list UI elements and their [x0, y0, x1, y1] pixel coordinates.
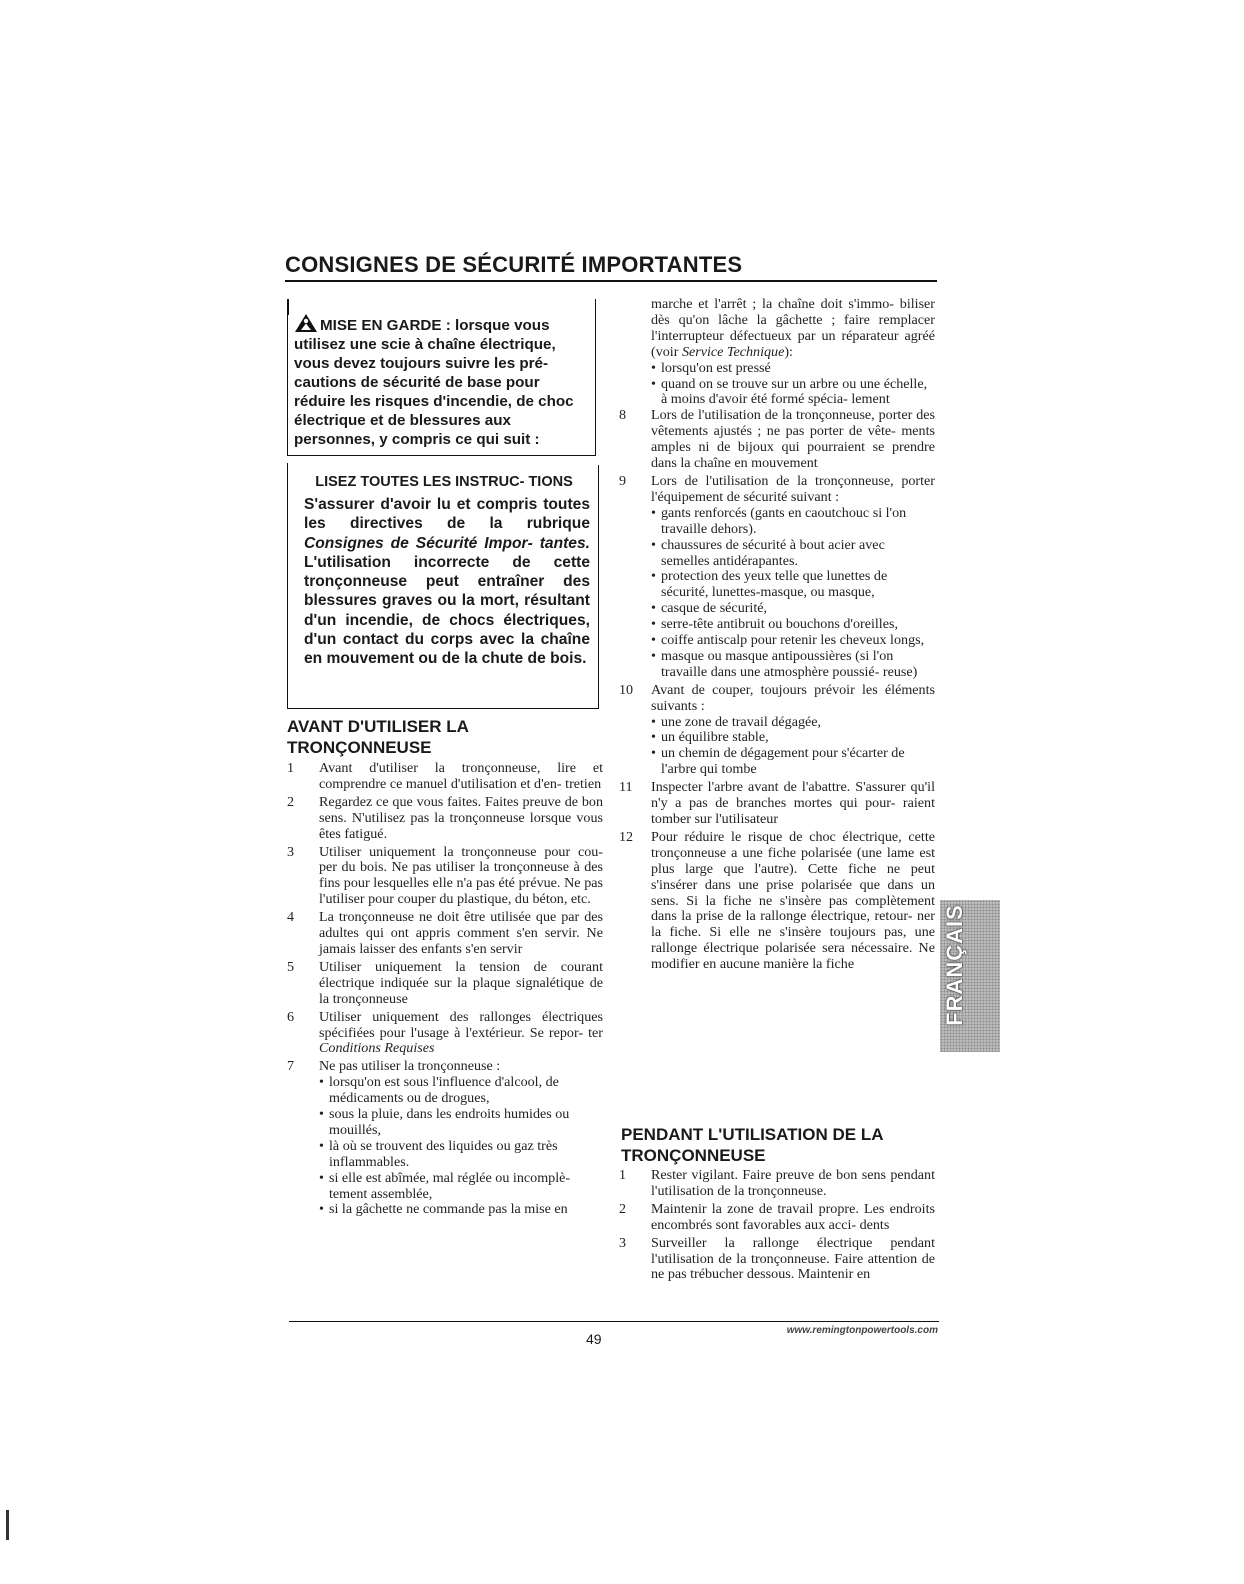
section-before-heading — [287, 716, 469, 758]
item-text: Avant d'utiliser la tronçonneuse, lire et comprendre ce manuel d'utilisation et d'en- tretien — [319, 760, 603, 792]
item-text: Lors de l'utilisation de la tronçonneuse, porter l'équipement de sécurité suivant : — [651, 472, 935, 505]
list-item — [619, 1168, 935, 1200]
instructions-heading: LISEZ TOUTES LES INSTRUC- TIONS — [315, 474, 573, 490]
list-item — [287, 1059, 603, 1218]
warning-text: utilisez une scie à chaîne électrique, vous devez toujours suivre les pré- cautions de sécurité de base pour réduire les risques d'incendie, de choc électrique et de blessures aux personnes, y compris ce qui suit : — [294, 336, 574, 448]
margin-scan-mark — [6, 1510, 9, 1540]
section-during-heading — [621, 1124, 884, 1166]
list-item — [619, 780, 935, 828]
item-text: Lors de l'utilisation de la tronçonneuse, porter des vêtements ajustés ; ne pas porter de vête- ments amples ni de bijoux qui pourraient se prendre dans la chaîne en mouvement — [651, 407, 935, 472]
section-during-heading-line2: TRONÇONNEUSE — [621, 1146, 766, 1165]
warning-label: MISE EN GARDE : lorsque vous — [320, 317, 550, 334]
bullet-item: • un chemin de dégagement pour s'écarter de l'arbre qui tombe — [651, 746, 935, 778]
item-text: Utiliser uniquement la tension de courant électrique indiquée sur la plaque signalétique de la tronçonneuse — [319, 958, 603, 1007]
item-number: 5 — [287, 958, 295, 975]
continuation-text — [651, 297, 935, 361]
section-during-list — [619, 1168, 935, 1285]
item-text: Regardez ce que vous faites. Faites preuve de bon sens. N'utilisez pas la tronçonneuse lorsque vous êtes fatigué. — [319, 793, 603, 842]
continuation-text-after: ): — [784, 343, 793, 360]
instructions-box-tick — [287, 463, 289, 471]
title-rule — [285, 280, 937, 282]
instructions-box — [287, 465, 599, 709]
page-number: 49 — [586, 1331, 602, 1347]
list-item — [619, 474, 935, 681]
bullet-item: • là où se trouvent des liquides ou gaz très inflammables. — [319, 1139, 603, 1171]
item-number: 11 — [619, 779, 633, 796]
instructions-text-after: L'utilisation incorrecte de cette tronçonneuse peut entraîner des blessures graves ou la mort, résultant d'un incendie, de chocs électriques, d'un contact du corps avec la chaîne en mouvement ou de la chute de bois. — [304, 553, 590, 668]
item-number: 4 — [287, 909, 295, 926]
list-item — [287, 761, 603, 793]
warning-box-bar — [287, 299, 289, 315]
item-number: 9 — [619, 472, 627, 489]
bullet-item: • coiffe antiscalp pour retenir les cheveux longs, — [651, 633, 935, 649]
item-number: 7 — [287, 1058, 295, 1075]
item-text: Utiliser uniquement des rallonges électriques spécifiées pour l'usage à l'extérieur. Se repor- ter — [319, 1008, 603, 1041]
item-number: 1 — [619, 1167, 627, 1183]
footer-rule — [289, 1321, 939, 1322]
instructions-text-italic: Consignes de Sécurité Impor- tantes. — [304, 534, 590, 552]
continuation-text-before: marche et l'arrêt ; la chaîne doit s'immo- biliser dès qu'on lâche la gâchette ; faire remplacer l'interrupteur défectueux par un réparateur agréé (voir — [651, 296, 935, 360]
bullet-item: • casque de sécurité, — [651, 601, 935, 617]
item-text: Ne pas utiliser la tronçonneuse : — [319, 1058, 501, 1075]
right-column-list — [619, 297, 935, 975]
list-item — [619, 1202, 935, 1234]
bullet-item: • lorsqu'on est pressé — [651, 361, 935, 377]
bullet-item: • lorsqu'on est sous l'influence d'alcool, de médicaments ou de drogues, — [319, 1075, 603, 1107]
item-number: 12 — [619, 828, 634, 845]
instructions-text — [304, 495, 590, 669]
bullet-item: • si elle est abîmée, mal réglée ou incomplè- tement assemblée, — [319, 1171, 603, 1203]
item-number: 6 — [287, 1008, 295, 1025]
bullet-item: • serre-tête antibruit ou bouchons d'oreilles, — [651, 617, 935, 633]
warning-box — [287, 299, 596, 456]
item-number: 1 — [287, 760, 295, 776]
continuation-italic: Service Technique — [681, 343, 785, 360]
item-number: 3 — [287, 843, 295, 860]
bullet-item: • une zone de travail dégagée, — [651, 715, 935, 731]
left-column-list — [287, 761, 603, 1220]
item-text: Maintenir la zone de travail propre. Les endroits encombrés sont favorables aux acci- dents — [651, 1200, 935, 1233]
item-number: 8 — [619, 407, 627, 424]
item-text: Rester vigilant. Faire preuve de bon sens pendant l'utilisation de la tronçonneuse. — [651, 1167, 935, 1199]
page-title: CONSIGNES DE SÉCURITÉ IMPORTANTES — [285, 252, 743, 277]
item-text: Pour réduire le risque de choc électrique, cette tronçonneuse a une fiche polarisée (une lame est plus large que l'autre). Cette fiche ne peut s'insérer dans une prise polarisée que dans un sens. Si la fiche ne s'insère pas complètement dans la prise de la rallonge électrique, retour- ner la fiche. Si elle ne s'insère toujours pas, une rallonge électrique polarisée sera nécessaire. Ne modifier en aucune manière la fiche — [651, 828, 935, 973]
item-text-italic: Conditions Requises — [319, 1040, 435, 1057]
item-text: Avant de couper, toujours prévoir les éléments suivants : — [651, 681, 935, 714]
bullet-item: • gants renforcés (gants en caoutchouc si l'on travaille dehors). — [651, 506, 935, 538]
bullet-item: • si la gâchette ne commande pas la mise en — [319, 1202, 603, 1218]
instructions-text-before: S'assurer d'avoir lu et compris toutes les directives de la rubrique — [304, 496, 590, 533]
list-item — [619, 1236, 935, 1284]
warning-triangle-icon — [294, 313, 318, 333]
item-text: Surveiller la rallonge électrique pendant l'utilisation de la tronçonneuse. Faire attention de ne pas trébucher dessous. Maintenir en — [651, 1234, 935, 1283]
website-link[interactable]: www.remingtonpowertools.com — [786, 1325, 938, 1336]
list-item — [287, 845, 603, 909]
list-item — [287, 910, 603, 958]
item-text: Inspecter l'arbre avant de l'abattre. S'assurer qu'il n'y a pas de branches mortes qui pour- raient tomber sur l'utilisateur — [651, 779, 935, 827]
item-text: Utiliser uniquement la tronçonneuse pour cou- per du bois. Ne pas utiliser la tronçonneuse à des fins pour lesquelles elle n'a pas été prévue. Ne pas l'utiliser pour couper du plastique, du béton, etc. — [319, 843, 603, 908]
list-item — [287, 795, 603, 843]
item-number: 2 — [619, 1200, 627, 1217]
item-number: 10 — [619, 681, 634, 698]
item-number: 3 — [619, 1234, 627, 1251]
bullet-item: • un équilibre stable, — [651, 730, 935, 746]
list-item — [287, 1010, 603, 1058]
bullet-item: • chaussures de sécurité à bout acier avec semelles antidérapantes. — [651, 538, 935, 570]
language-side-tab-label: FRANÇAIS — [942, 904, 967, 1026]
bullet-item: • quand on se trouve sur un arbre ou une échelle, à moins d'avoir été formé spécia- lement — [651, 377, 935, 409]
section-during-heading-line1: PENDANT L'UTILISATION DE LA — [621, 1125, 884, 1144]
item-text: La tronçonneuse ne doit être utilisée que par des adultes qui ont appris comment s'en servir. Ne jamais laisser des enfants s'en servir — [319, 909, 603, 957]
list-item — [619, 408, 935, 472]
list-item — [619, 830, 935, 973]
bullet-item: • sous la pluie, dans les endroits humides ou mouillés, — [319, 1107, 603, 1139]
list-item — [619, 683, 935, 778]
bullet-item: • masque ou masque antipoussières (si l'on travaille dans une atmosphère poussié- reuse) — [651, 649, 935, 681]
section-before-heading-line2: TRONÇONNEUSE — [287, 738, 432, 757]
section-before-heading-line1: AVANT D'UTILISER LA — [287, 717, 469, 736]
list-item — [287, 960, 603, 1008]
bullet-item: • protection des yeux telle que lunettes de sécurité, lunettes-masque, ou masque, — [651, 569, 935, 601]
item-number: 2 — [287, 793, 295, 810]
continuation-block — [619, 297, 935, 408]
